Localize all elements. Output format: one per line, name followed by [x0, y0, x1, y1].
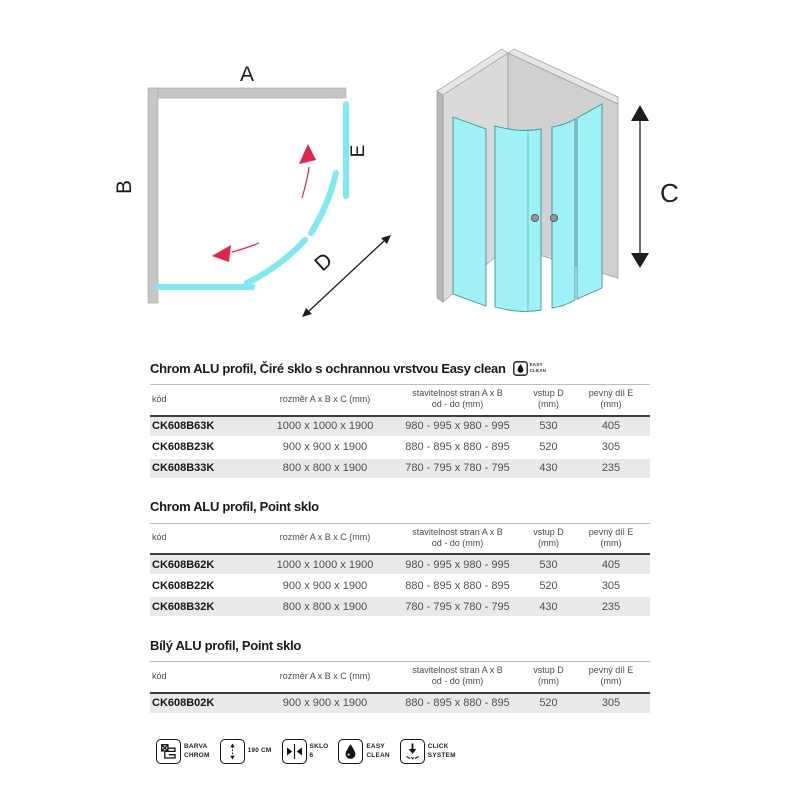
- spec-value: 235: [572, 458, 650, 479]
- floor-plan-diagram: [100, 45, 410, 335]
- column-header: [390, 385, 525, 416]
- spec-value: 530: [525, 416, 572, 437]
- feature-label: [310, 743, 329, 759]
- label-line: CLEAN: [366, 751, 390, 759]
- table-row: [150, 437, 650, 458]
- column-header: [525, 523, 572, 554]
- column-header: [260, 662, 390, 693]
- door-arc-lower: [247, 240, 305, 283]
- glass-fixed-right: [577, 104, 602, 299]
- spec-value: 1000 x 1000 x 1900: [260, 554, 390, 575]
- spec-value: 800 x 800 x 1900: [260, 596, 390, 617]
- spec-table-section: [150, 637, 650, 715]
- table-title-row: [150, 499, 650, 515]
- product-code: CK608B32K: [150, 596, 260, 617]
- spec-value: 880 - 895 x 880 - 895: [390, 437, 525, 458]
- door-swing-arrowhead-up-icon: [299, 144, 316, 164]
- feature-click-system: [400, 739, 456, 764]
- header-line: pevný díl E: [588, 388, 634, 398]
- product-code: CK608B23K: [150, 437, 260, 458]
- feature-label: [428, 743, 456, 759]
- header-line: stavitelnost stran A x B: [412, 388, 503, 398]
- table-row: [150, 554, 650, 575]
- wall-top: [150, 88, 346, 98]
- feature-label: [366, 743, 389, 759]
- header-line: rozměr A x B x C (mm): [279, 532, 371, 543]
- header-line: pevný díl E: [588, 665, 634, 675]
- spec-value: 530: [525, 554, 572, 575]
- header-line: vstup D: [533, 388, 564, 398]
- product-code: CK608B22K: [150, 575, 260, 596]
- table-title: Chrom ALU profil, Čiré sklo s ochrannou vrstvou Easy clean: [150, 360, 506, 376]
- easy-clean-badge-label: [530, 362, 547, 373]
- spec-value: 900 x 900 x 1900: [260, 437, 390, 458]
- column-header: [260, 385, 390, 416]
- header-line: (mm): [538, 676, 559, 687]
- table-title-row: [150, 360, 650, 376]
- label-line: 6: [309, 751, 314, 759]
- header-line: (mm): [600, 537, 622, 548]
- badge-line: EASY: [529, 362, 543, 368]
- spec-table: [150, 523, 650, 619]
- header-row: [150, 662, 650, 693]
- label-line: BARVA: [184, 743, 208, 751]
- label-line: CLICK: [427, 743, 449, 751]
- spec-value: 880 - 895 x 880 - 895: [390, 693, 525, 714]
- label-line: 190 CM: [247, 747, 272, 755]
- header-row: [150, 385, 650, 416]
- column-header: [572, 385, 650, 416]
- spec-value: 780 - 795 x 780 - 795: [390, 458, 525, 479]
- header-line: rozměr A x B x C (mm): [279, 670, 371, 681]
- easy-clean-badge: [513, 361, 547, 376]
- product-code: CK608B02K: [150, 693, 260, 714]
- wall-left-edge: [437, 91, 443, 302]
- spec-value: 235: [572, 596, 650, 617]
- column-header: [525, 662, 572, 693]
- header-line: (mm): [538, 537, 559, 548]
- product-code: CK608B33K: [150, 458, 260, 479]
- feature-icons-row: [156, 739, 456, 764]
- column-header: [150, 385, 260, 416]
- column-header: [525, 385, 572, 416]
- spec-value: 1000 x 1000 x 1900: [260, 416, 390, 437]
- feature-sklo-6: [282, 739, 329, 764]
- spec-table: [150, 384, 650, 480]
- table-row: [150, 575, 650, 596]
- easy-clean-drop-icon: [513, 361, 528, 376]
- dim-label-a: A: [239, 63, 255, 86]
- barva-chrom-icon: [156, 739, 181, 764]
- spec-value: 880 - 895 x 880 - 895: [390, 575, 525, 596]
- header-line: vstup D: [533, 665, 564, 675]
- header-line: stavitelnost stran A x B: [412, 665, 503, 675]
- height-dim-arrowhead-bottom-icon: [631, 253, 649, 268]
- vyska-190-icon: [220, 739, 245, 764]
- height-dim-arrowhead-top-icon: [631, 105, 649, 121]
- label-line: SYSTEM: [427, 751, 456, 759]
- glass-fixed-left: [453, 117, 486, 306]
- label-line: SKLO: [309, 743, 329, 751]
- column-header: [390, 662, 525, 693]
- spec-value: 405: [572, 416, 650, 437]
- spec-value: 520: [525, 575, 572, 596]
- spec-value: 800 x 800 x 1900: [260, 458, 390, 479]
- header-line: pevný díl E: [588, 526, 634, 537]
- header-line: (mm): [538, 399, 559, 410]
- feature-label: [184, 743, 210, 759]
- table-row: [150, 458, 650, 479]
- spec-value: 900 x 900 x 1900: [260, 693, 390, 714]
- product-code: CK608B62K: [150, 554, 260, 575]
- label-line: CHROM: [184, 751, 210, 759]
- header-line: rozměr A x B x C (mm): [279, 393, 371, 404]
- spec-value: 900 x 900 x 1900: [260, 575, 390, 596]
- perspective-diagram: [425, 40, 715, 340]
- column-header: [260, 523, 390, 554]
- spec-value: 405: [572, 554, 650, 575]
- door-knob-right: [550, 214, 557, 221]
- spec-table-section: [150, 360, 650, 480]
- spec-value: 305: [572, 575, 650, 596]
- spec-tables: [150, 360, 650, 734]
- spec-value: 430: [525, 458, 572, 479]
- door-swing-arrowhead-left-icon: [212, 245, 231, 262]
- spec-value: 305: [572, 437, 650, 458]
- header-line: od - do (mm): [431, 537, 484, 548]
- feature-barva-chrom: [156, 739, 210, 764]
- spec-value: 520: [525, 693, 572, 714]
- product-code: CK608B63K: [150, 416, 260, 437]
- door-swing-arrow-up: [302, 167, 309, 198]
- easy-clean-icon: [338, 739, 363, 764]
- feature-vyska-190: [220, 739, 272, 764]
- header-line: stavitelnost stran A x B: [412, 526, 503, 537]
- header-line: (mm): [600, 676, 622, 687]
- table-title: Chrom ALU profil, Point sklo: [150, 499, 319, 514]
- spec-value: 305: [572, 693, 650, 714]
- wall-left: [148, 88, 158, 303]
- dim-label-d: D: [310, 248, 337, 276]
- glass-door-right: [552, 119, 575, 308]
- table-row: [150, 596, 650, 617]
- header-line: kód: [152, 670, 167, 681]
- click-system-icon: [400, 739, 425, 764]
- door-arc-upper: [311, 173, 336, 233]
- door-swing-arrow-left: [232, 243, 259, 252]
- table-row: [150, 416, 650, 437]
- header-line: vstup D: [533, 526, 564, 537]
- feature-easy-clean: [338, 739, 389, 764]
- header-line: kód: [152, 532, 167, 543]
- badge-line: CLEAN: [529, 368, 547, 373]
- header-row: [150, 523, 650, 554]
- spec-value: 980 - 995 x 980 - 995: [390, 416, 525, 437]
- label-line: EASY: [366, 743, 385, 751]
- spec-table: [150, 661, 650, 715]
- feature-label: [248, 747, 272, 755]
- dim-label-c: C: [660, 178, 679, 208]
- spec-table-section: [150, 499, 650, 619]
- table-title: Bílý ALU profil, Point sklo: [150, 637, 302, 653]
- table-title-row: [150, 637, 650, 653]
- header-line: od - do (mm): [431, 399, 484, 410]
- spec-value: 980 - 995 x 980 - 995: [390, 554, 525, 575]
- column-header: [150, 523, 260, 554]
- column-header: [572, 662, 650, 693]
- sklo-6-icon: [282, 739, 307, 764]
- table-row: [150, 693, 650, 714]
- dim-label-e: E: [348, 144, 369, 158]
- column-header: [572, 523, 650, 554]
- column-header: [150, 662, 260, 693]
- dim-label-b: B: [113, 179, 136, 195]
- spec-value: 430: [525, 596, 572, 617]
- header-line: (mm): [600, 399, 622, 410]
- column-header: [390, 523, 525, 554]
- header-line: kód: [152, 393, 167, 404]
- spec-value: 780 - 795 x 780 - 795: [390, 596, 525, 617]
- header-line: od - do (mm): [431, 676, 484, 687]
- door-knob-left: [531, 214, 538, 221]
- spec-value: 520: [525, 437, 572, 458]
